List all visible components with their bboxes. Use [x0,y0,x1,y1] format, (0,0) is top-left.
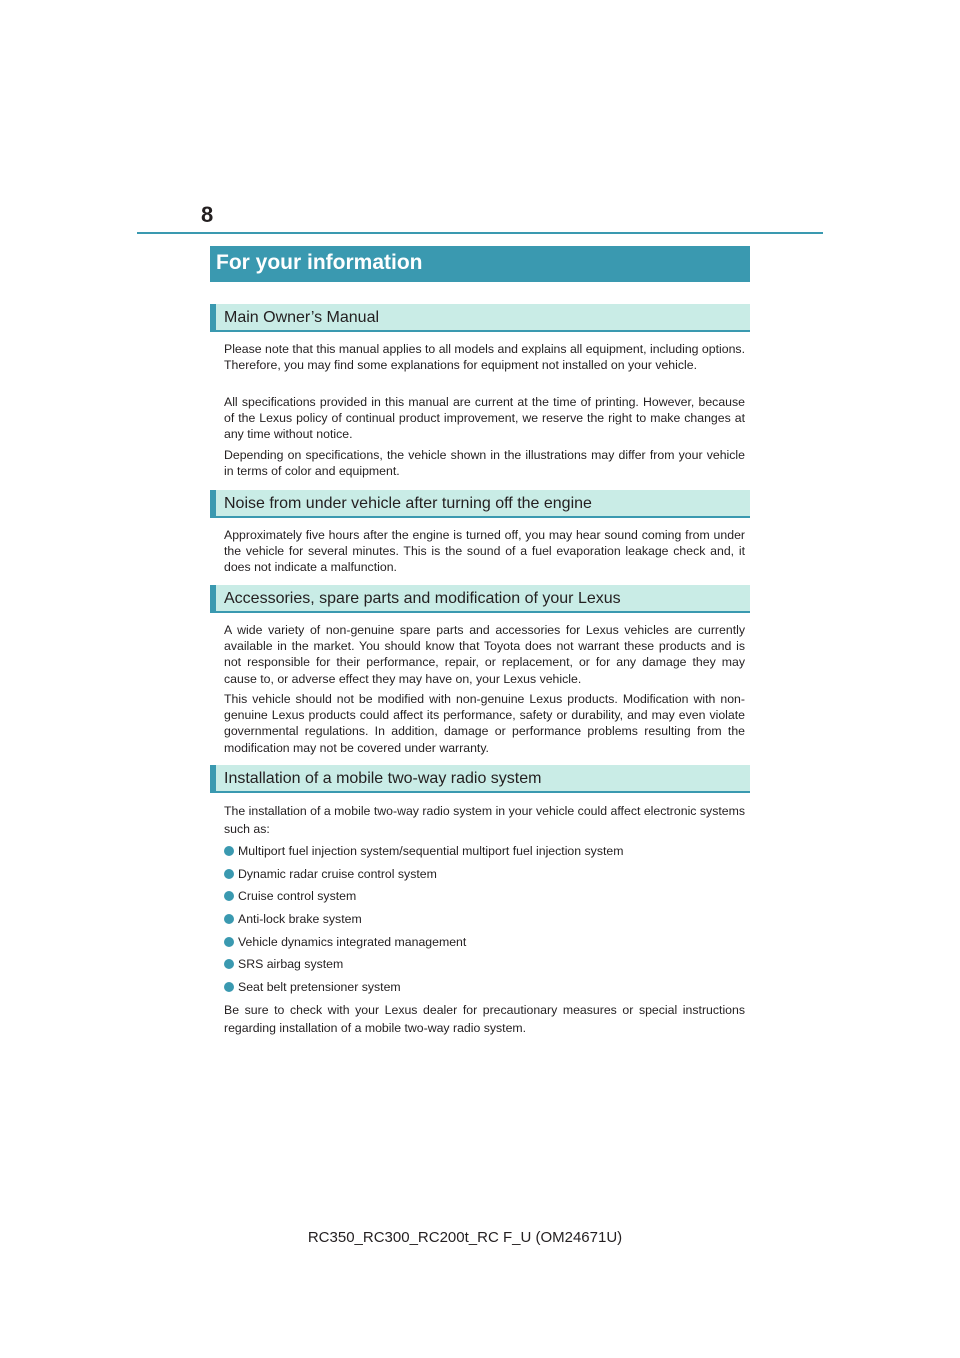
bullet-icon [224,959,234,969]
list-item-text: Cruise control system [238,889,357,903]
list-item [224,934,745,950]
list-item-text: Multiport fuel injection system/sequential multiport fuel injection system [238,844,624,858]
header-rule [137,232,823,234]
paragraph: This vehicle should not be modified with non-genuine Lexus products. Modification with non-genuine Lexus products could affect its performance, safety or durability, and may even violate governmental regulations. In addition, damage or performance problems resulting from the modification may not be covered under warranty. [224,692,745,755]
section-heading-accessories: Accessories, spare parts and modification of your Lexus [210,585,750,613]
list-item [224,888,745,904]
list-item-text: Anti-lock brake system [238,912,362,926]
bullet-icon [224,937,234,947]
bullet-icon [224,914,234,924]
paragraph: Be sure to check with your Lexus dealer for precautionary measures or special instructions regarding installation of a mobile two-way radio system. [224,1003,745,1035]
page-number: 8 [201,202,214,227]
paragraph: Depending on specifications, the vehicle shown in the illustrations may differ from your vehicle in terms of color and equipment. [224,448,745,479]
list-item [224,866,745,882]
bullet-icon [224,982,234,992]
bullet-icon [224,891,234,901]
paragraph: A wide variety of non-genuine spare parts and accessories for Lexus vehicles are currently available in the market. You should know that Toyota does not warrant these products and is not responsible for their performance, repair, or replacement, or for any damage they may cause to, or adverse effect they may have on, your Lexus vehicle. [224,623,745,686]
list-item [224,979,745,995]
list-item-text: Seat belt pretensioner system [238,980,401,994]
section-heading-main-manual: Main Owner’s Manual [210,304,750,332]
section-heading-noise: Noise from under vehicle after turning off the engine [210,490,750,518]
list-item-text: Dynamic radar cruise control system [238,867,437,881]
paragraph: Please note that this manual applies to all models and explains all equipment, including options. Therefore, you may find some explanations for equipment not installed on your vehicle. [224,342,745,373]
bullet-icon [224,846,234,856]
section-heading-radio: Installation of a mobile two-way radio system [210,765,750,793]
paragraph: The installation of a mobile two-way radio system in your vehicle could affect electronic systems such as: [224,804,745,836]
page-title: For your information [210,246,750,282]
list-item [224,843,745,859]
bullet-icon [224,869,234,879]
list-item-text: SRS airbag system [238,957,344,971]
paragraph: Approximately five hours after the engine is turned off, you may hear sound coming from under the vehicle for several minutes. This is the sound of a fuel evaporation leakage check and, it does not indicate a malfunction. [224,528,745,575]
list-item [224,911,745,927]
list-item [224,956,745,972]
paragraph: All specifications provided in this manual are current at the time of printing. However, because of the Lexus policy of continual product improvement, we reserve the right to make changes at any time without notice. [224,395,745,442]
footer-model-code [0,1228,960,1248]
list-item-text: Vehicle dynamics integrated management [238,935,467,949]
footer-text: RC350_RC300_RC200t_RC F_U (OM24671U) [307,1229,623,1246]
